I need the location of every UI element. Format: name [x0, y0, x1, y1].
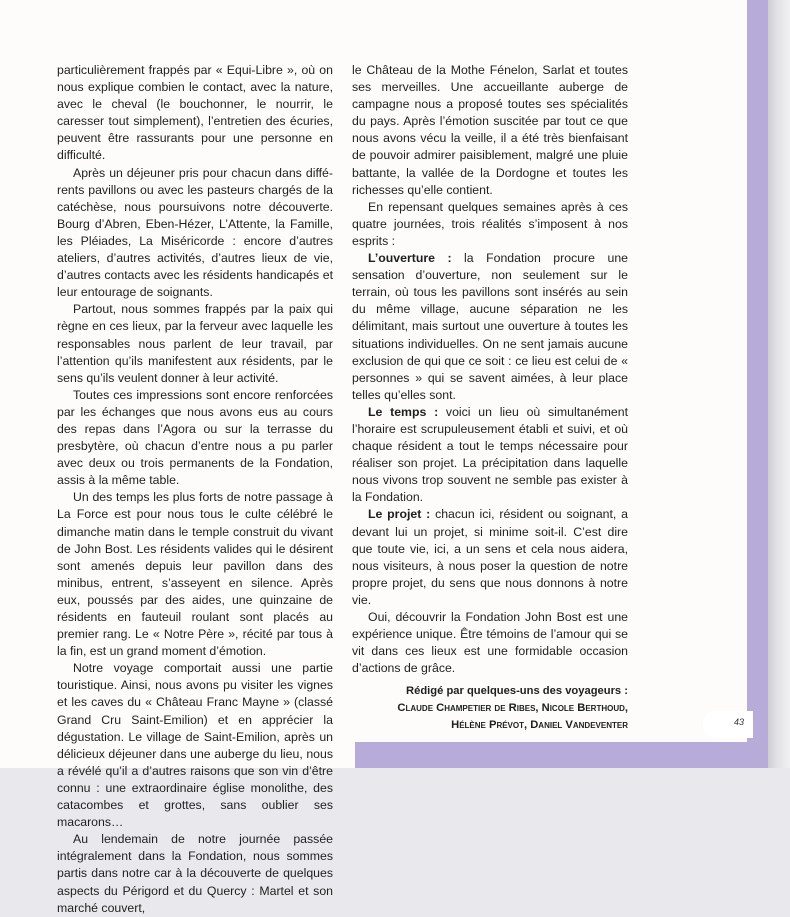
paragraph: Oui, découvrir la Fondation John Bost est une expérience unique. Être témoins de l’amour qui se vit dans ces lieux est une formidable occasion d’actions de grâce. [352, 610, 628, 676]
paragraph-body: voici un lieu où simultanément l’horaire est scrupuleusement établi et suivi, et où chaque résident a tout le temps nécessaire pour réaliser son projet. La précipitation dans laquelle nous vivons trop souvent ne semble pas exister à la Fondation. [352, 404, 628, 505]
lead-in-project: Le projet : [368, 507, 431, 522]
credits-heading: Rédigé par quelques-uns des voyageurs : [406, 685, 628, 698]
paragraph: Partout, nous sommes frappés par la paix qui règne en ces lieux, par la ferveur avec laquelle les responsables nous parlent de leur travail, par l’attention qu’ils manifestent aux résidents, par le sens qu’ils veulent donner à leur activité. [57, 302, 333, 385]
lead-in-time: Le temps : [368, 404, 439, 419]
paragraph-body: chacun ici, résident ou soignant, a devant lui un projet, si minime soit-il. C’est dire que toute vie, ici, a un sens et cela nous aidera, nous visiteurs, à nous poser la question de notre propre projet, du sens que nous donnons à notre vie. [352, 507, 629, 607]
paragraph: Un des temps les plus forts de notre passage à La Force est pour nous tous le culte célébré le dimanche matin dans le temple construit du vivant de John Bost. Les résidents valides qui le désirent sont amenés depuis leur pavillon dans des minibus, entrent, s’asseyent en silence. Après eux, poussés par des aides, une quinzaine de résidents en fauteuil roulant sont placés au premier rang. Le « Notre Père », récité par tous à la fin, est un grand moment d’émotion. [57, 490, 333, 659]
paragraph: le Château de la Mothe Fénelon, Sarlat et toutes ses merveilles. Une accueillante auberge de campagne nous a proposé toutes ses spécialités du pays. Après l’émotion suscitée par tout ce que nous avons vécu la veille, il a été très bienfaisant de pouvoir admirer paisiblement, malgré une pluie battante, la vallée de la Dordogne et toutes les richesses qu’elle contient. [352, 63, 628, 197]
paragraph-time [352, 404, 628, 507]
decorative-band-right [747, 0, 769, 745]
paragraph: particulièrement frappés par « Equi-Libre », où on nous explique combien le contact, avec la nature, avec le cheval (le bouchonner, le nourrir, le caresser tout simplement), l’entretien des écuries, peuvent être rassurants pour une personne en difficulté. [57, 63, 333, 163]
paragraph: En repensant quelques semaines après à ces quatre journées, trois réalités s’imposent à nos esprits : [352, 199, 628, 248]
credits-authors-line-2: Hélène Prévot, Daniel Vandeventer [451, 719, 628, 732]
lead-in-openness: L’ouverture : [368, 251, 452, 266]
paragraph: Notre voyage comportait aussi une partie touristique. Ainsi, nous avons pu visiter les vignes et les caves du « Château Franc Mayne » (classé Grand Cru Saint-Emilion) et en apprécier la dégustation. Le village de Saint-Emilion, après un délicieux déjeuner dans une auberge du lieu, nous a révélé qu’il a d’autres raisons que son vin d’être connu : une extraordinaire église monolithe, des catacombes et grottes, sans oublier ses macarons… [57, 661, 333, 830]
credits-authors-line-1: Claude Champetier de Ribes, Nicole Berthoud, [397, 702, 628, 715]
page-number-tab [703, 711, 753, 738]
right-column [352, 62, 628, 734]
left-column [57, 62, 333, 917]
paragraph: Au lendemain de notre journée passée intégralement dans la Fondation, nous sommes partis dans notre car à la découverte de quelques aspects du Périgord et du Quercy : Martel et son marché couvert, [57, 832, 333, 915]
decorative-band-bottom [355, 742, 769, 768]
paragraph-project [352, 506, 628, 609]
page-edge-shadow [768, 0, 790, 768]
credits [352, 683, 628, 734]
page-number: 43 [734, 717, 745, 727]
paragraph: Après un déjeuner pris pour chacun dans différents pavillons ou avec les pasteurs chargés de la catéchèse, nous poursuivons notre découverte. Bourg d’Abren, Eben-Hézer, L’Attente, la Famille, les Pléiades, La Miséricorde : encore d’autres ateliers, d’autres activités, d’autres lieux de vie, d’autres contacts avec les résidents handicapés et leur entourage de soignants. [57, 165, 333, 300]
paragraph-body: la Fondation procure une sensation d’ouverture, non seulement sur le terrain, où tous les pavillons sont insérés au sein du même village, aucune séparation ne les délimitant, mais surtout une ouverture à toutes les situations individuelles. On ne sent jamais aucune exclusion de qui que ce soit : ce lieu est celui de « personnes » qui se savent aimées, à leur place telles qu’elles sont. [352, 251, 628, 402]
paragraph-openness [352, 250, 628, 404]
paragraph: Toutes ces impressions sont encore renforcées par les échanges que nous avons eus au cours des repas dans l’Agora ou sur la terrasse du presbytère, où chacun d’entre nous a pu parler avec deux ou trois permanents de la Fondation, assis à la même table. [57, 387, 333, 488]
